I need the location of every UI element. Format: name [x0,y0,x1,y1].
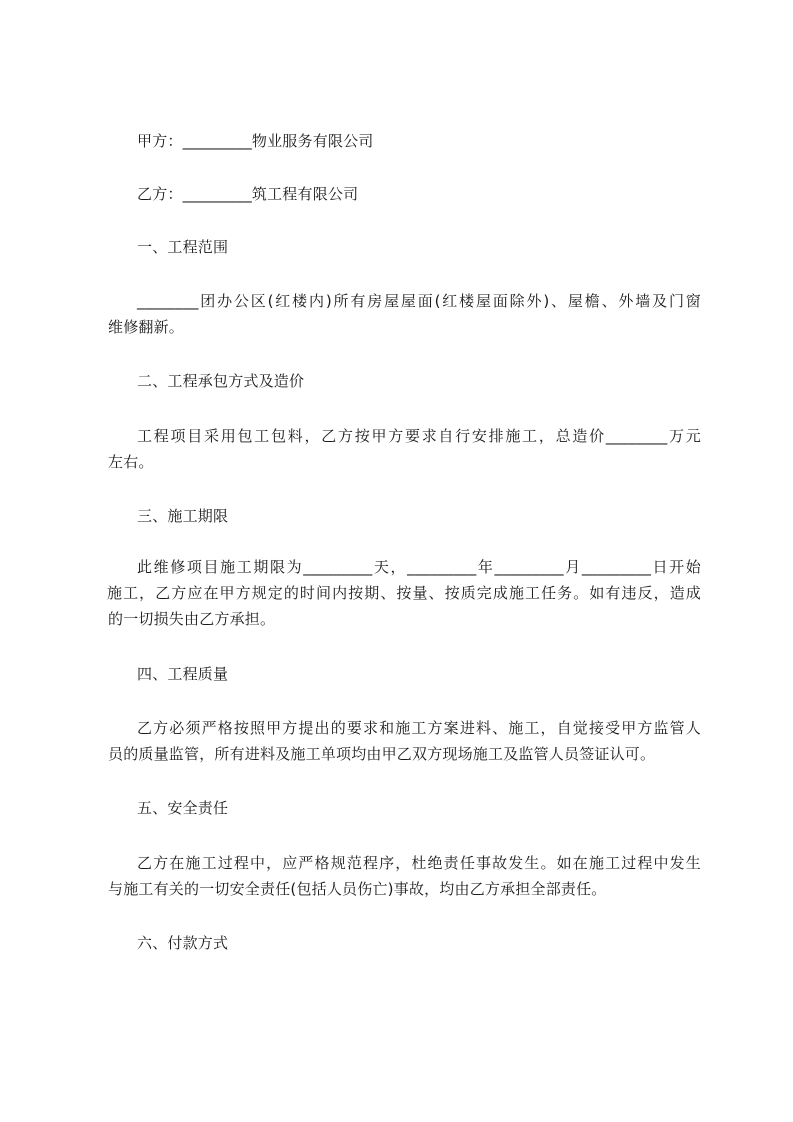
section-3-line-2: 施工，乙方应在甲方规定的时间内按期、按量、按质完成施工任务。如有违反，造成 [107,584,701,602]
section-6-heading: 六、付款方式 [137,934,229,952]
section-2-line-1: 工程项目采用包工包料，乙方按甲方要求自行安排施工，总造价________万元 [137,427,701,445]
party-a-line: 甲方：_________物业服务有限公司 [137,132,374,150]
section-1-line-1: ________团办公区(红楼内)所有房屋屋面(红楼屋面除外)、屋檐、外墙及门窗 [137,292,701,310]
section-5-line-2: 与施工有关的一切安全责任(包括人员伤亡)事故，均由乙方承担全部责任。 [108,880,607,898]
section-4-line-1: 乙方必须严格按照甲方提出的要求和施工方案进料、施工，自觉接受甲方监管人 [137,719,701,737]
section-5-line-1: 乙方在施工过程中，应严格规范程序，杜绝责任事故发生。如在施工过程中发生 [137,854,701,872]
section-4-heading: 四、工程质量 [137,665,229,683]
section-1-line-2: 维修翻新。 [108,318,185,336]
section-2-line-2: 左右。 [108,453,154,471]
section-3-line-1: 此维修项目施工期限为_________天，_________年_________月_________日开始 [137,558,701,576]
section-3-line-3: 的一切损失由乙方承担。 [108,610,276,628]
section-5-heading: 五、安全责任 [137,799,229,817]
section-2-heading: 二、工程承包方式及造价 [137,372,305,390]
party-b-line: 乙方：_________筑工程有限公司 [137,185,359,203]
section-1-heading: 一、工程范围 [137,238,229,256]
section-3-heading: 三、施工期限 [137,507,229,525]
section-4-line-2: 员的质量监管，所有进料及施工单项均由甲乙双方现场施工及监管人员签证认可。 [108,745,656,763]
